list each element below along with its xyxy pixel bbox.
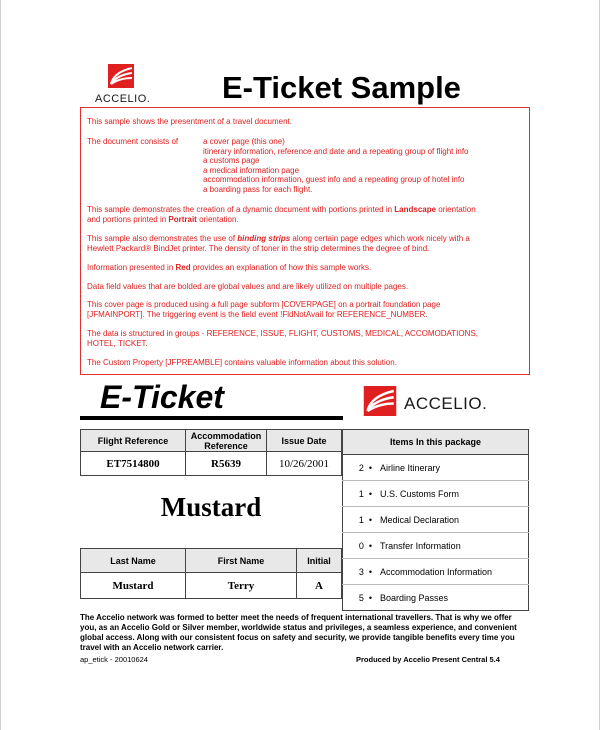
info-binding: This sample also demonstrates the use of binding strips along certain page edges which work nicely with a Hewlett Packard® BindJet printer. The density of toner in the strip determines the degree of bind. — [87, 234, 470, 253]
table-row — [343, 481, 529, 507]
item-label: Accommodation Information — [376, 559, 529, 585]
table-row — [343, 507, 529, 533]
list-item: itinerary information, reference and date and a repeating group of flight info — [203, 146, 469, 156]
item-label: Transfer Information — [376, 533, 529, 559]
document-id: ap_etick - 20010624 — [80, 655, 148, 664]
name-table — [80, 548, 342, 599]
item-count: 0 • — [343, 533, 377, 559]
header-last-name: Last Name — [81, 549, 186, 573]
accelio-logo — [108, 64, 134, 88]
table-row — [343, 455, 529, 481]
accelio-logo-large — [363, 386, 397, 416]
initial-value: A — [297, 573, 342, 599]
table-row — [343, 559, 529, 585]
eticket-heading: E-Ticket — [100, 379, 224, 415]
info-bold: Data field values that are bolded are global values and are likely utilized on multiple pages. — [87, 282, 409, 291]
list-item: a customs page — [203, 156, 260, 165]
items-header: Items In this package — [343, 430, 529, 455]
list-item: accommodation information, guest info and a repeating group of hotel info — [203, 175, 465, 184]
header-first-name: First Name — [186, 549, 297, 573]
item-count: 1 • — [343, 481, 377, 507]
item-label: U.S. Customs Form — [376, 481, 529, 507]
info-custom-property: The Custom Property [JFPREAMBLE] contains valuable information about this solution. — [87, 358, 397, 367]
issue-date-value: 10/26/2001 — [267, 452, 342, 476]
item-count: 2 • — [343, 455, 377, 481]
header-flight-reference: Flight Reference — [81, 430, 186, 452]
logo-text: ACCELIO. — [95, 93, 151, 105]
item-label: Boarding Passes — [376, 585, 529, 611]
last-name-value: Mustard — [81, 573, 186, 599]
accommodation-reference-value: R5639 — [186, 452, 267, 476]
list-item: a medical information page — [203, 165, 300, 175]
flight-reference-value: ET7514800 — [81, 452, 186, 476]
item-count: 1 • — [343, 507, 377, 533]
list-item: a boarding pass for each flight. — [203, 184, 313, 194]
header-accommodation-reference: Accommodation Reference — [186, 430, 267, 452]
info-orientation: This sample demonstrates the creation of a dynamic document with portions printed in Landscape orientation and portions printed in Portrait orientation. — [87, 205, 476, 224]
list-item: a cover page (this one) — [203, 137, 285, 146]
eticket-rule — [80, 416, 343, 420]
consists-label: The document consists of — [87, 137, 179, 146]
item-label: Airline Itinerary — [376, 455, 529, 481]
info-red: Information presented in Red provides an explanation of how this sample works. — [87, 263, 372, 272]
accelio-swoosh-icon — [363, 386, 397, 416]
item-count: 3 • — [343, 559, 377, 585]
accelio-swoosh-icon — [108, 64, 134, 88]
consists-list — [203, 137, 469, 194]
item-label: Medical Declaration — [376, 507, 529, 533]
info-intro: This sample shows the presentment of a travel document. — [87, 117, 292, 126]
table-row — [343, 533, 529, 559]
passenger-display-name: Mustard — [160, 492, 262, 522]
page-title: E-Ticket Sample — [222, 70, 461, 105]
reference-table — [80, 429, 342, 476]
logo-text-large: ACCELIO. — [404, 394, 488, 413]
footer-text: The Accelio network was formed to better meet the needs of frequent international travellers. That is why we offer you, as an Accelio Gold or Silver member, worldwide status and privileges, a seamless experience, and convenient global access. Along with our consistent focus on safety and security, we provide tangible benefits every time you travel with an Accelio network carrier. — [80, 613, 517, 652]
items-table — [342, 429, 529, 611]
header-initial: Initial — [297, 549, 342, 573]
first-name-value: Terry — [186, 573, 297, 599]
header-issue-date: Issue Date — [267, 430, 342, 452]
info-coverpage: This cover page is produced using a full page subform [COVERPAGE] on a portrait foundation page [JFMAINPORT]. The triggering event is the field event !FldNotAvail for REFERENCE_NUMBER. — [87, 300, 441, 319]
item-count: 5 • — [343, 585, 377, 611]
info-groups: The data is structured in groups - REFERENCE, ISSUE, FLIGHT, CUSTOMS, MEDICAL, ACCOMODATIONS, HOTEL, TICKET. — [87, 329, 478, 348]
table-row — [343, 585, 529, 611]
produced-by: Produced by Accelio Present Central 5.4 — [356, 655, 500, 664]
